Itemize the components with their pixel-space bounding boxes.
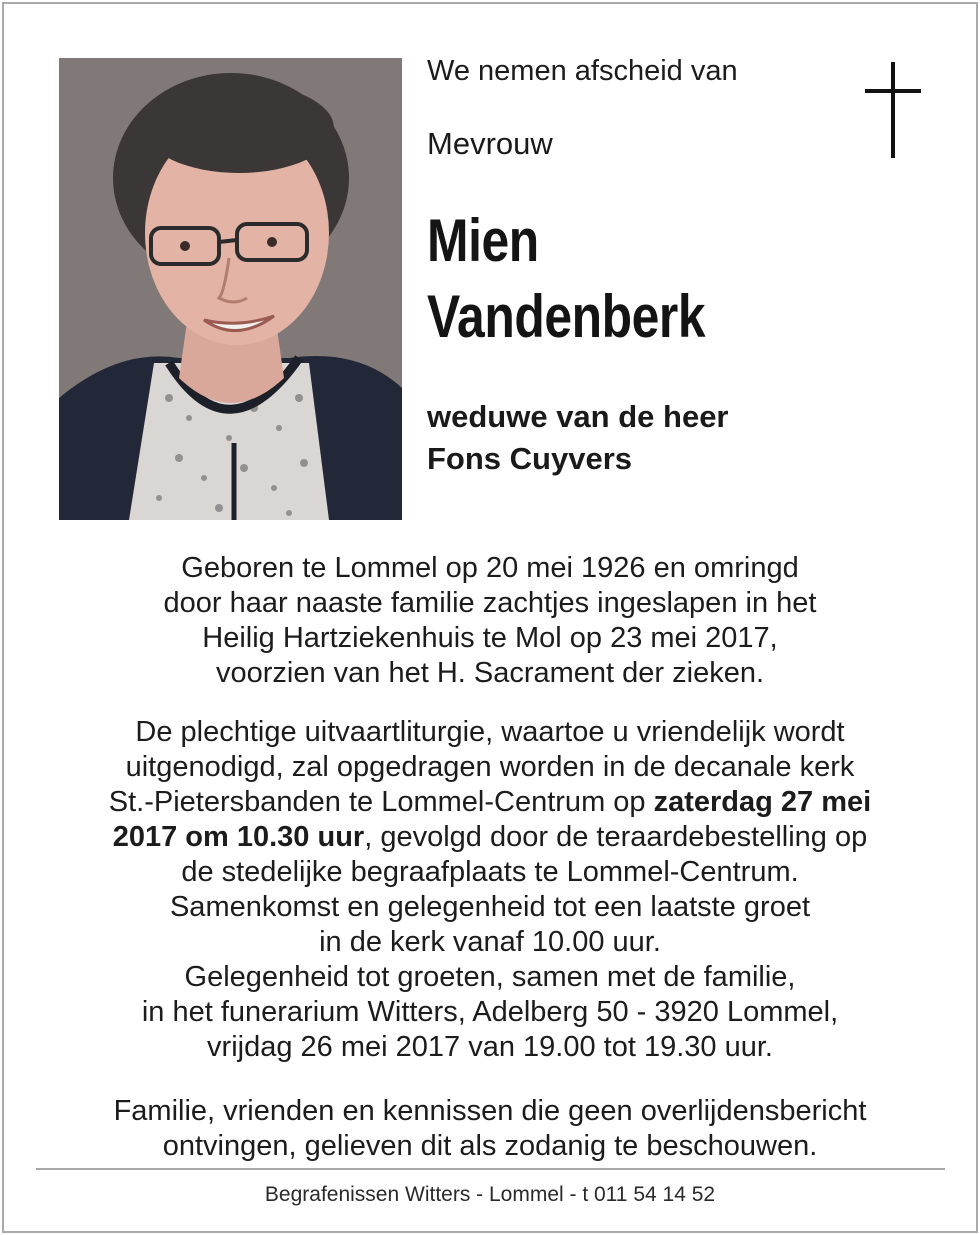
funeral-text: St.-Pietersbanden te Lommel-Centrum op [108, 786, 654, 818]
funeral-date-highlight: zaterdag 27 mei [653, 786, 872, 818]
funeral-line: De plechtige uitvaartliturgie, waartoe u vriendelijk wordt [135, 716, 845, 748]
funeral-line: in het funerarium Witters, Adelberg 50 - 3920 Lommel, [141, 996, 839, 1028]
first-name: Mien [427, 207, 539, 274]
widow-line-2: Fons Cuyvers [427, 441, 633, 476]
last-name: Vandenberk [427, 283, 706, 350]
widow-info [427, 396, 729, 480]
deceased-name [427, 203, 705, 355]
birth-death-line: Heilig Hartziekenhuis te Mol op 23 mei 2017, [202, 622, 778, 654]
birth-death-line: voorzien van het H. Sacrament der zieken. [215, 657, 765, 689]
funeral-home-footer: Begrafenissen Witters - Lommel - t 011 54 14 52 [264, 1183, 716, 1206]
birth-death-line: Geboren te Lommel op 20 mei 1926 en omringd [181, 552, 799, 584]
funeral-line [40, 820, 940, 855]
birth-death-line: door haar naaste familie zachtjes ingeslapen in het [163, 587, 817, 619]
funeral-line [40, 785, 940, 820]
closing-paragraph [40, 1094, 940, 1164]
funeral-line: in de kerk vanaf 10.00 uur. [319, 926, 661, 958]
widow-line-1: weduwe van de heer [427, 399, 729, 434]
funeral-line: de stedelijke begraafplaats te Lommel-Centrum. [181, 856, 799, 888]
funeral-line: uitgenodigd, zal opgedragen worden in de decanale kerk [125, 751, 855, 783]
closing-line: Familie, vrienden en kennissen die geen overlijdensbericht [113, 1095, 867, 1127]
funeral-paragraph [40, 715, 940, 1065]
funeral-line: Gelegenheid tot groeten, samen met de familie, [184, 961, 796, 993]
intro-text: We nemen afscheid van [427, 55, 738, 87]
footer-divider [36, 1168, 945, 1170]
honorific: Mevrouw [427, 126, 553, 161]
closing-line: ontvingen, gelieven dit als zodanig te beschouwen. [162, 1130, 818, 1162]
funeral-time-highlight: 2017 om 10.30 uur [112, 821, 365, 853]
funeral-text: , gevolgd door de teraardebestelling op [364, 821, 868, 853]
funeral-line: vrijdag 26 mei 2017 van 19.00 tot 19.30 uur. [207, 1031, 773, 1063]
birth-death-paragraph [40, 551, 940, 691]
cross-icon [865, 62, 921, 158]
portrait-photo [59, 58, 402, 520]
funeral-line: Samenkomst en gelegenheid tot een laatste groet [169, 891, 811, 923]
